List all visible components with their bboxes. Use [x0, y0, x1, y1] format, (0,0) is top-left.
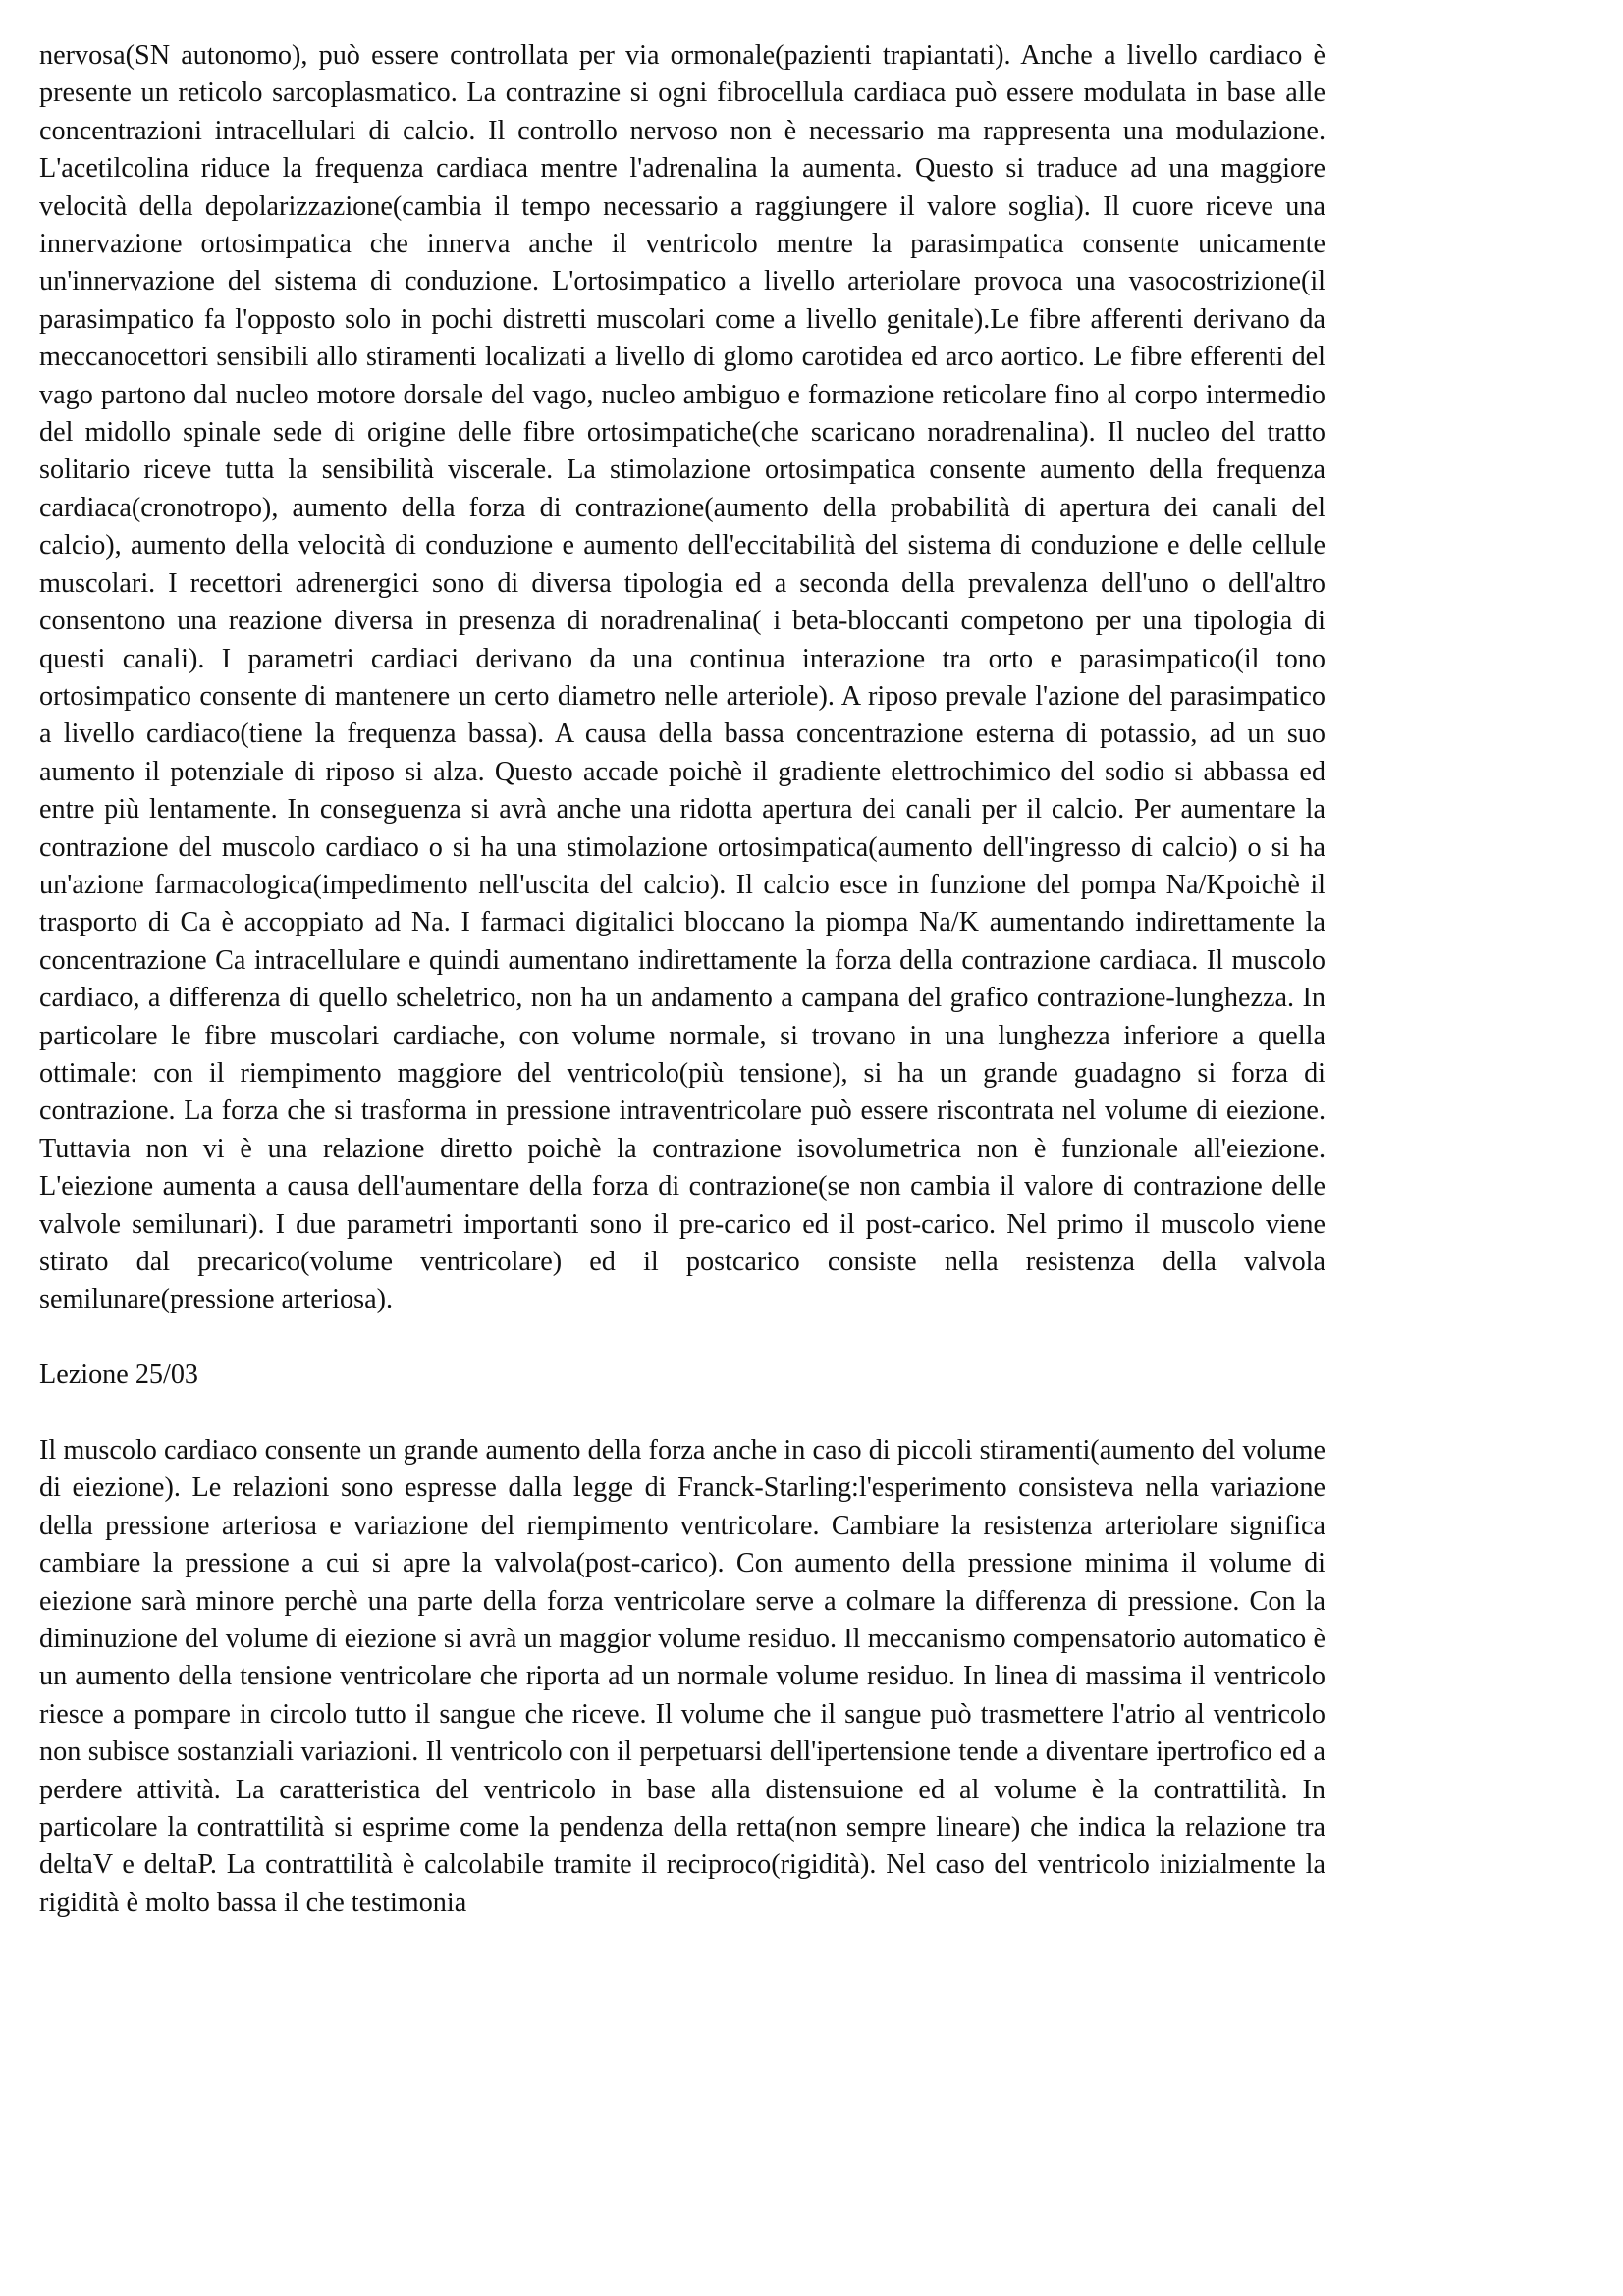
- document-page: [39, 37, 1325, 1922]
- lesson-heading: Lezione 25/03: [39, 1360, 199, 1391]
- body-paragraph-2: Il muscolo cardiaco consente un grande aumento della forza anche in caso di piccoli stiramenti(aumento del volume di eiezione). Le relazioni sono espresse dalla legge di Franck-Starling:l'esperimento consisteva nella variazione della pressione arteriosa e variazione del riempimento ventricolare. Cambiare la resistenza arteriolare significa cambiare la pressione a cui si apre la valvola(post-carico). Con aumento della pressione minima il volume di eiezione sarà minore perchè una parte della forza ventricolare serve a colmare la differenza di pressione. Con la diminuzione del volume di eiezione si avrà un maggior volume residuo. Il meccanismo compensatorio automatico è un aumento della tensione ventricolare che riporta ad un normale volume residuo. In linea di massima il ventricolo riesce a pompare in circolo tutto il sangue che riceve. Il volume che il sangue può trasmettere l'atrio al ventricolo non subisce sostanziali variazioni. Il ventricolo con il perpetuarsi dell'ipertensione tende a diventare ipertrofico ed a perdere attività. La caratteristica del ventricolo in base alla distensuione ed al volume è la contrattilità. In particolare la contrattilità si esprime come la pendenza della retta(non sempre lineare) che indica la relazione tra deltaV e deltaP. La contrattilità è calcolabile tramite il reciproco(rigidità). Nel caso del ventricolo inizialmente la rigidità è molto bassa il che testimonia: [39, 1435, 1325, 1918]
- body-paragraph-1: nervosa(SN autonomo), può essere controllata per via ormonale(pazienti trapiantati). Anche a livello cardiaco è presente un reticolo sarcoplasmatico. La contrazine si ogni fibrocellula cardiaca può essere modulata in base alle concentrazioni intracellulari di calcio. Il controllo nervoso non è necessario ma rappresenta una modulazione. L'acetilcolina riduce la frequenza cardiaca mentre l'adrenalina la aumenta. Questo si traduce ad una maggiore velocità della depolarizzazione(cambia il tempo necessario a raggiungere il valore soglia). Il cuore riceve una innervazione ortosimpatica che innerva anche il ventricolo mentre la parasimpatica consente unicamente un'innervazione del sistema di conduzione. L'ortosimpatico a livello arteriolare provoca una vasocostrizione(il parasimpatico fa l'opposto solo in pochi distretti muscolari come a livello genitale).Le fibre afferenti derivano da meccanocettori sensibili allo stiramenti localizati a livello di glomo carotidea ed arco aortico. Le fibre efferenti del vago partono dal nucleo motore dorsale del vago, nucleo ambiguo e formazione reticolare fino al corpo intermedio del midollo spinale sede di origine delle fibre ortosimpatiche(che scaricano noradrenalina). Il nucleo del tratto solitario riceve tutta la sensibilità viscerale. La stimolazione ortosimpatica consente aumento della frequenza cardiaca(cronotropo), aumento della forza di contrazione(aumento della probabilità di apertura dei canali del calcio), aumento della velocità di conduzione e aumento dell'eccitabilità del sistema di conduzione e delle cellule muscolari. I recettori adrenergici sono di diversa tipologia ed a seconda della prevalenza dell'uno o dell'altro consentono una reazione diversa in presenza di noradrenalina( i beta-bloccanti competono per una tipologia di questi canali). I parametri cardiaci derivano da una continua interazione tra orto e parasimpatico(il tono ortosimpatico consente di mantenere un certo diametro nelle arteriole). A riposo prevale l'azione del parasimpatico a livello cardiaco(tiene la frequenza bassa). A causa della bassa concentrazione esterna di potassio, ad un suo aumento il potenziale di riposo si alza. Questo accade poichè il gradiente elettrochimico del sodio si abbassa ed entre più lentamente. In conseguenza si avrà anche una ridotta apertura dei canali per il calcio. Per aumentare la contrazione del muscolo cardiaco o si ha una stimolazione ortosimpatica(aumento dell'ingresso di calcio) o si ha un'azione farmacologica(impedimento nell'uscita del calcio). Il calcio esce in funzione del pompa Na/Kpoichè il trasporto di Ca è accoppiato ad Na. I farmaci digitalici bloccano la piompa Na/K aumentando indirettamente la concentrazione Ca intracellulare e quindi aumentano indirettamente la forza della contrazione cardiaca. Il muscolo cardiaco, a differenza di quello scheletrico, non ha un andamento a campana del grafico contrazione-lunghezza. In particolare le fibre muscolari cardiache, con volume normale, si trovano in una lunghezza inferiore a quella ottimale: con il riempimento maggiore del ventricolo(più tensione), si ha un grande guadagno si forza di contrazione. La forza che si trasforma in pressione intraventricolare può essere riscontrata nel volume di eiezione. Tuttavia non vi è una relazione diretto poichè la contrazione isovolumetrica non è funzionale all'eiezione. L'eiezione aumenta a causa dell'aumentare della forza di contrazione(se non cambia il valore di contrazione delle valvole semilunari). I due parametri importanti sono il pre-carico ed il post-carico. Nel primo il muscolo viene stirato dal precarico(volume ventricolare) ed il postcarico consiste nella resistenza della valvola semilunare(pressione arteriosa).: [39, 40, 1325, 1315]
